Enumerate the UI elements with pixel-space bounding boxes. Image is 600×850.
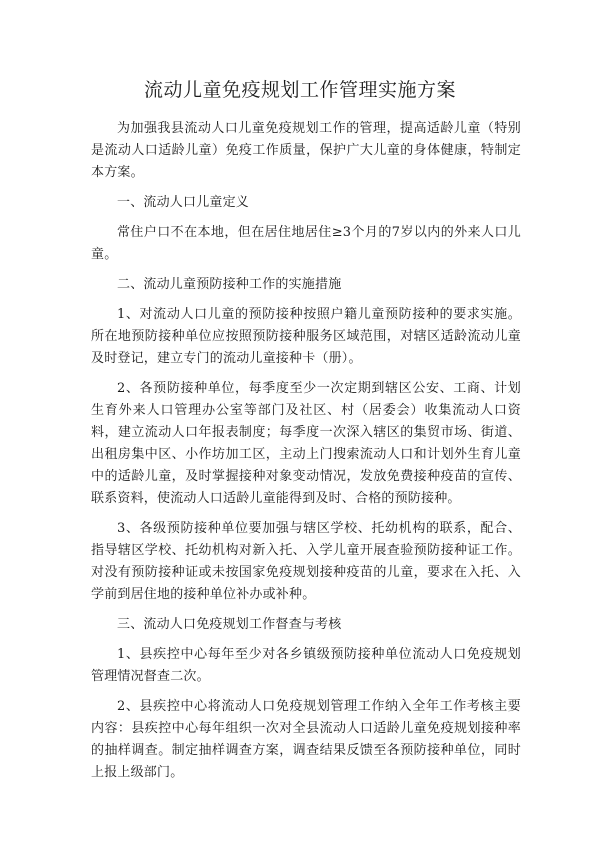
paragraph-definition: 常住户口不在本地，但在居住地居住≥3个月的7岁以内的外来人口儿童。 [91, 225, 521, 262]
paragraph-measure-2: 2、各预防接种单位，每季度至少一次定期到辖区公安、工商、计划生育外来人口管理办公室等部门及社区、村（居委会）收集流动人口资料，建立流动人口年报表制度；每季度一次深入辖区的集贸市场、街道、出租房集中区、小作坊加工区，主动上门搜索流动人口和计划外生育儿童中的适龄儿童，及时掌握接种对象变动情况，发放免费接种疫苗的宣传、联系资料，使流动人口适龄儿童能得到及时、合格的预防接种。 [91, 381, 521, 506]
section-heading-2: 二、流动儿童预防接种工作的实施措施 [117, 277, 342, 292]
document-title: 流动儿童免疫规划工作管理实施方案 [143, 79, 456, 101]
paragraph-measure-3: 3、各级预防接种单位要加强与辖区学校、托幼机构的联系，配合、指导辖区学校、托幼机构对新入托、入学儿童开展查验预防接种证工作。对没有预防接种证或未按国家免疫规划接种疫苗的儿童，要求在入托、入学前到居住地的接种单位补办或补种。 [91, 521, 521, 602]
paragraph-supervision-2: 2、县疾控中心将流动人口免疫规划管理工作纳入全年工作考核主要内容：县疾控中心每年组织一次对全县流动人口适龄儿童免疫规划接种率的抽样调查。制定抽样调查方案，调查结果反馈至各预防接种单位，同时上报上级部门。 [91, 699, 521, 780]
paragraph-intro: 为加强我县流动人口儿童免疫规划工作的管理，提高适龄儿童（特别是流动人口适龄儿童）免疫工作质量，保护广大儿童的身体健康，特制定本方案。 [91, 121, 521, 180]
document-body [91, 118, 521, 792]
paragraph-supervision-1: 1、县疾控中心每年至少对各乡镇级预防接种单位流动人口免疫规划管理情况督查二次。 [91, 647, 521, 684]
section-heading-3: 三、流动人口免疫规划工作督查与考核 [117, 617, 342, 632]
paragraph-measure-1: 1、对流动人口儿童的预防接种按照户籍儿童预防接种的要求实施。所在地预防接种单位应按照预防接种服务区域范围，对辖区适龄流动儿童及时登记，建立专门的流动儿童接种卡（册）。 [91, 307, 521, 366]
section-heading-1: 一、流动人口儿童定义 [117, 195, 250, 210]
